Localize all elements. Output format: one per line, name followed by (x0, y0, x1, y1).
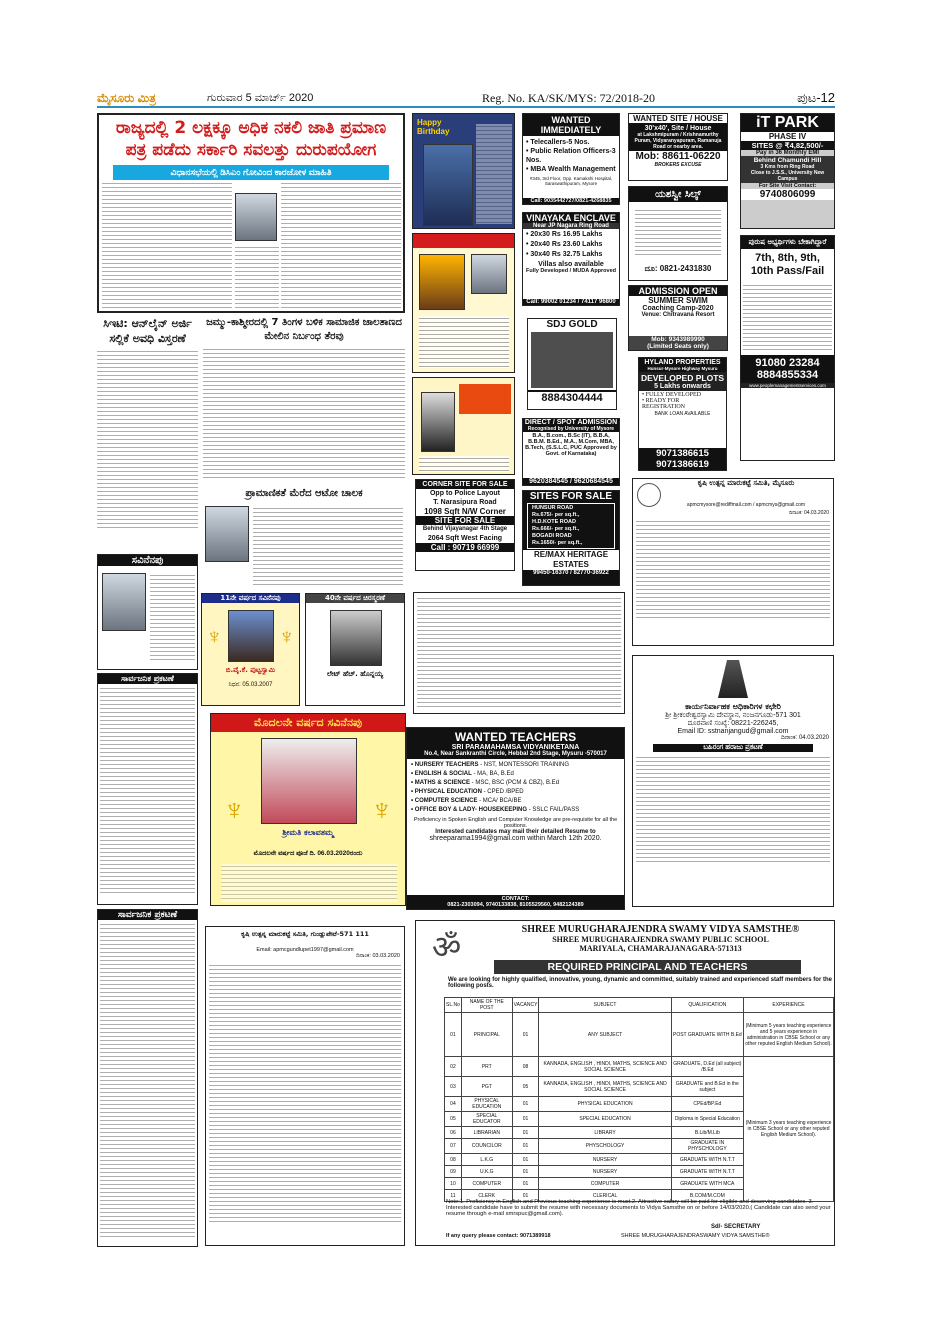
note: Proficiency in Spoken English and Computer Knowledge are pre-requisite for all the positions. (413, 817, 618, 829)
road: HUNSUR ROAD (532, 505, 574, 511)
ad-title: VINAYAKA ENCLAVE (523, 213, 619, 223)
table-cell: CLERK (461, 1190, 512, 1202)
table-cell: PRINCIPAL (461, 1013, 512, 1057)
areas: at Lakshmipuram / Krishnamurthy Puram, Vidyaranyapuram, Ramanuja Road or nearby area. (634, 132, 722, 150)
table-cell: Diploma in Special Education (671, 1112, 743, 1127)
size: 30'x40', Site / House (644, 125, 712, 132)
ad-title: ಪುರುಷ ಅಭ್ಯರ್ಥಿಗಳು ಬೇಕಾಗಿದ್ದಾರೆ (741, 236, 834, 249)
contact-label: For Site Visit Contact: (758, 183, 817, 189)
ad-title: iT PARK (741, 114, 834, 132)
rate: Rs.675/- per sq.ft., (532, 512, 580, 518)
post: OFFICE BOY & LADY- HOUSEKEEPING (414, 807, 528, 813)
table-cell: COUNCILOR (461, 1139, 512, 1154)
it-park-ad (740, 113, 835, 229)
feature: READY FOR REGISTRATION (642, 398, 685, 410)
notice-title: ಕೃಷಿ ಉತ್ಪನ್ನ ಮಾರುಕಟ್ಟೆ ಸಮಿತಿ, ಗುಂಡ್ಲುಪೇಟೆ-571 111 (241, 930, 369, 938)
phone: 8884304444 (528, 390, 616, 404)
ad-text (743, 283, 832, 353)
corner-line: Behind Vijayanagar 4th Stage (422, 526, 508, 532)
savinenapu-ad (97, 554, 198, 670)
notice-text (209, 963, 401, 1223)
person-photo (330, 610, 382, 666)
article-text (102, 181, 232, 309)
address: #345, 3rd Floor, Opp. Kamakshi Hospital, Saraswathipuram, Mysore (529, 176, 613, 186)
phone: 8884855334 (756, 369, 819, 381)
table-cell: CPEd/BP.Ed (671, 1097, 743, 1112)
price: SITES @ ₹4,82,500/- (741, 141, 834, 150)
memorial-date: ಮೊದಲನೇ ವರ್ಷದ ಪೂಜೆ ದಿ. 06.03.2020ರಂದು (253, 850, 363, 857)
qualification: - MSC, BSC (PCM & CBZ), B.Ed (470, 780, 560, 786)
table-cell: ANY SUBJECT (539, 1013, 671, 1057)
brand: HYLAND PROPERTIES (644, 359, 721, 366)
dev: Fully Developed / MUDA Approved (525, 268, 617, 274)
table-cell: CLERICAL (539, 1190, 671, 1202)
address: No.4, Near Sankranthi Circle, Hebbal 2nd Stage, Mysuru -570017 (424, 751, 607, 757)
corner-line: 2064 Sqft West Facing (427, 535, 503, 542)
memorial-first-year (210, 713, 406, 906)
feature: FULLY DEVELOPED (645, 392, 701, 398)
table-cell: GRADUATE, D.Ed (all subject) /B.Ed (671, 1057, 743, 1077)
table-row (445, 1013, 834, 1057)
site-title: SITE FOR SALE (416, 516, 514, 525)
qualification: - CPED /BPED (481, 789, 524, 795)
corner-line: T. Narasipura Road (433, 499, 497, 506)
temple-notice (632, 655, 834, 907)
notice-title: ಸಾರ್ವಜನಿಕ ಪ್ರಕಟಣೆ (98, 674, 197, 684)
ad-sub: Recognised by University of Mysore (523, 426, 619, 432)
date: ಗುರುವಾರ 5 ಮಾರ್ಚ್ 2020 (207, 92, 314, 104)
ad-sub: Near JP Nagara Ring Road (523, 223, 619, 229)
phone: Call: 9035442727/0821-4268835 (523, 198, 619, 204)
job-item: MBA Wealth Management (530, 166, 616, 173)
price-item: 30x40 Rs 32.75 Lakhs (530, 251, 603, 258)
corner-line: 1098 Sqft N/W Corner (424, 507, 506, 516)
phone: 99450-16370 / 82770-36922 (533, 570, 609, 576)
table-cell: 01 (512, 1127, 539, 1139)
apmc-notice (632, 478, 834, 646)
table-cell: PRT (461, 1057, 512, 1077)
temple-name: ಶ್ರೀ ಶ್ರೀಕಂಠೇಶ್ವರಸ್ವಾಮಿ ದೇವಸ್ಥಾನ, ನಂಜನಗೂಡು-571 301 (665, 712, 801, 719)
lead-article (97, 113, 405, 313)
article-text (235, 245, 279, 309)
wishes-ad (412, 377, 515, 475)
sdj-gold-ad (527, 318, 617, 410)
jk-article (203, 316, 405, 486)
table-cell: 01 (512, 1166, 539, 1178)
ad-title: WANTED IMMEDIATELY (523, 114, 619, 136)
ad-text (531, 332, 613, 388)
table-cell: 01 (512, 1190, 539, 1202)
table-cell: GRADUATE WITH N.T.T (671, 1166, 743, 1178)
table-cell: 08 (512, 1057, 539, 1077)
table-cell: PGT (461, 1077, 512, 1097)
birthday-ad (412, 113, 515, 229)
auto-article (203, 488, 405, 588)
table-cell: 01 (512, 1112, 539, 1127)
school-name: SRI PARAMAHAMSA VIDYANIKETANA (451, 744, 580, 751)
silk-ad (628, 186, 728, 281)
qualification: - MA, BA, B.Ed (471, 771, 514, 777)
mobile: Mob: 88611-06220 (635, 151, 721, 162)
corner-line: Opp to Police Layout (429, 490, 500, 497)
direct-admission-ad (522, 418, 620, 486)
phone: 9740806099 (741, 189, 834, 200)
notice-title: ಕೃಷಿ ಉತ್ಪನ್ನ ಮಾರುಕಟ್ಟೆ ಸಮಿತಿ, ಮೈಸೂರು (697, 479, 795, 487)
table-cell: 01 (512, 1097, 539, 1112)
temple-gopuram-icon (718, 660, 748, 698)
line: 3 Kms from Ring Road (760, 164, 815, 170)
qualification: - SSLC FAIL/PASS (527, 807, 580, 813)
table-cell: SPECIAL EDUCATOR (461, 1112, 512, 1127)
table-cell: U.K.G (461, 1166, 512, 1178)
school-place: MARIYALA, CHAMARAJANAGARA-571313 (579, 944, 742, 953)
note: BROKERS EXCUSE (654, 162, 702, 168)
table-cell: LIBRARY (539, 1127, 671, 1139)
table-cell: 01 (512, 1013, 539, 1057)
ad-title: ಸವಿನೆನಪು (98, 555, 197, 566)
mobile: Mob: 9343989990 (651, 336, 705, 343)
experience-cell: (Minimum 5 years teaching experience and 5 years experience in administration in CBSE School or any other reputed English Medium School). (744, 1013, 834, 1057)
ad-text (419, 456, 509, 472)
table-cell: GRADUATE IN PHYSCHOLOGY (671, 1139, 743, 1154)
page-header (97, 90, 835, 108)
subtitle: ಬಹಿರಂಗ ಹರಾಜು ಪ್ರಕಟಣೆ (653, 744, 813, 752)
phone: Call: 99002 01234 / 74117 96800 (523, 299, 619, 305)
table-cell: NURSERY (539, 1166, 671, 1178)
memorial-title: 11ನೇ ವರ್ಷದ ಸವಿನೆನಪು (202, 594, 299, 603)
headline: ರಾಜ್ಯದಲ್ಲಿ 2 ಲಕ್ಷಕ್ಕೂ ಅಧಿಕ ನಕಲಿ ಜಾತಿ ಪ್ರಮಾಣ ಪತ್ರ ಪಡೆದು ಸರ್ಕಾರಿ ಸವಲತ್ತು ದುರುಪಯೋಗ (115, 118, 387, 160)
memorial-title: 40ನೇ ವರ್ಷದ ಚಿರಸ್ಮರಣೆ (306, 594, 404, 603)
sites-for-sale-ad (522, 490, 620, 586)
grades: 7th, 8th, 9th, 10th Pass/Fail (750, 252, 825, 277)
table-cell: PHYSICAL EDUCATION (461, 1097, 512, 1112)
table-cell: COMPUTER (539, 1178, 671, 1190)
query-contact: If any query please contact: 9071389918 (446, 1233, 551, 1239)
lamp-icon: ♆ (278, 624, 295, 649)
intro: We are looking for highly qualified, innovative, young, dynamic and committed, suitably trained and experienced staff members for the following posts. (448, 977, 832, 989)
email: Email ID: sstnanjangud@gmail.com (677, 728, 789, 735)
phone: 91080 23284 (755, 357, 820, 369)
children-photo (423, 144, 473, 226)
website: www.peoplemanagementservices.com (741, 383, 834, 388)
memorial-name: ಶ್ರೀಮತಿ ಕಲಾವತಮ್ಮ (282, 828, 334, 837)
om-logo-icon: ॐ (432, 929, 462, 965)
table-cell: GRADUATE WITH N.T.T (671, 1154, 743, 1166)
column-header: EXPERIENCE (744, 998, 834, 1013)
notice-text (417, 596, 621, 710)
post: COMPUTER SCIENCE (414, 798, 478, 804)
driver-photo (205, 506, 249, 562)
table-cell: COMPUTER (461, 1178, 512, 1190)
date: ದಿನಾಂಕ: 04.03.2020 (780, 735, 829, 741)
qualification: - MCA/ BCA/BE (477, 798, 522, 804)
table-cell: PHYSICAL EDUCATION (539, 1097, 671, 1112)
table-cell: 06 (445, 1127, 462, 1139)
price: 5 Lakhs onwards (654, 383, 711, 390)
school-name: SHREE MURUGHARAJENDRA SWAMY PUBLIC SCHOOL (552, 935, 769, 944)
table-cell: 05 (445, 1112, 462, 1127)
table-cell: 01 (512, 1154, 539, 1166)
note: Note:1. Proficiency in English and Previous teaching experience is must.2. Attractive salary will be paid for eligible and deserving candidates. 3. Interested candidate have to submit the resume with necessary documents to Vidya Samsthe on or before 14/03/2020.( Candidate can also send your resume through e-mail smrspuc@gmail.com). (446, 1199, 831, 1217)
person-photo (419, 254, 465, 310)
price-item: 20x40 Rs 23.60 Lakhs (530, 241, 603, 248)
gundlupet-notice (205, 926, 405, 1246)
ad-title: SITES FOR SALE (529, 491, 613, 502)
location: Behind Chamundi Hill (753, 157, 822, 164)
phone: 9620384545 / 9620684545 (523, 478, 619, 485)
table-cell: POST GRADUATE WITH B.Ed (671, 1013, 743, 1057)
lamp-icon: ♆ (370, 794, 393, 827)
table-cell: PHYSCHOLOGY (539, 1139, 671, 1154)
article-text (97, 349, 198, 529)
price-item: 20x30 Rs 16.95 Lakhs (530, 231, 603, 238)
corner-title: CORNER SITE FOR SALE (416, 480, 514, 489)
lamp-icon: ♆ (206, 624, 223, 649)
article-headline: ಜಮ್ಮು-ಕಾಶ್ಮೀರದಲ್ಲಿ 7 ತಿಂಗಳ ಬಳಿಕ ಸಾಮಾಜಿಕ ಜಾಲತಾಣದ ಮೇಲಿನ ನಿರ್ಬಂಧ ತೆರವು (206, 317, 402, 342)
table-cell: 02 (445, 1057, 462, 1077)
posts-table (444, 997, 834, 1202)
cet-article (97, 316, 198, 550)
table-cell: SPECIAL EDUCATION (539, 1112, 671, 1127)
road: BOGADI ROAD (532, 533, 572, 539)
memorial-text (221, 864, 397, 902)
agri-notice (413, 592, 625, 714)
article-text (281, 181, 401, 309)
notice-title: ಕಾರ್ಯನಿರ್ವಾಹಕ ಅಧಿಕಾರಿಗಳ ಕಛೇರಿ (685, 702, 781, 711)
ad-title: WANTED SITE / HOUSE (629, 114, 727, 124)
date: ದಿನಾಂಕ: 04.03.2020 (788, 510, 829, 516)
public-notice-2 (97, 909, 198, 1247)
brand: RE/MAX HERITAGE ESTATES (523, 550, 619, 570)
experience-cell: (Minimum 3 years teaching experience in CBSE School or any other reputed English Medium School). (744, 1057, 834, 1202)
reg-number: Reg. No. KA/SK/MYS: 72/2018-20 (482, 91, 656, 105)
ad-text (419, 316, 509, 368)
ad-text (635, 208, 721, 258)
person-photo (228, 610, 274, 662)
loan: BANK LOAN AVAILABLE (654, 411, 711, 417)
villas: Villas also available (538, 261, 604, 268)
ad-title: ಯಶಸ್ವೀ ಸಿಲ್ಕ್ (629, 187, 727, 202)
column-header: QUALIFICATION (671, 998, 743, 1013)
table-cell: 01 (445, 1013, 462, 1057)
phone: 9071386619 (656, 459, 709, 470)
phone: ದೂ: 0821-2431830 (644, 264, 712, 273)
birthday-label: Happy Birthday (417, 118, 450, 136)
memorial-title: ಮೊದಲನೇ ವರ್ಷದ ಸವಿನೆನಪು (211, 714, 405, 732)
table-cell: KANNADA, ENGLISH , HINDI, MATHS, SCIENCE AND SOCIAL SCIENCE (539, 1077, 671, 1097)
table-cell: 11 (445, 1190, 462, 1202)
phase: PHASE IV (741, 132, 834, 141)
person-photo (102, 573, 146, 631)
school-recruitment-ad (415, 920, 835, 1246)
column-header: VACANCY (512, 998, 539, 1013)
apply-text: Interested candidates may mail their detailed Resume to (435, 829, 596, 835)
banner: REQUIRED PRINCIPAL AND TEACHERS (494, 960, 801, 974)
corner-site-ad (415, 479, 515, 571)
table-cell: B.Lib/M.Lib (671, 1127, 743, 1139)
org-name: SHREE MURUGHARAJENDRA SWAMY VIDYA SAMSTHE® (521, 924, 800, 935)
line: Coaching Camp-2020 (642, 305, 714, 312)
signature: Sd/- SECRETARY (711, 1224, 761, 1230)
job-item: Public Relation Officers-3 Nos. (526, 148, 616, 164)
article-headline: ಸಿಇಟಿ: ಆನ್‌ಲೈನ್ ಅರ್ಜಿ ಸಲ್ಲಿಕೆ ಅವಧಿ ವಿಸ್ತರಣೆ (103, 317, 192, 345)
notice-text (100, 686, 195, 896)
wanted-teachers-ad: WANTED TEACHERS SRI PARAMAHAMSA VIDYANIKETANA No.4, Near Sankranthi Circle, Hebbal 2nd Stage, Mysuru -570017 • NURSERY TEACHERS - NST, MONTESSORI TRAINING • ENGLISH & SOCIAL - MA, BA, B.Ed • MATHS & SCIENCE - MSC, BSC (PCM & CBZ), B.Ed • PHYSICAL EDUCATION - CPED /BPED • COMPUTER SCIENCE - MCA/ BCA/BE • OFFICE BOY & LADY- HOUSEKEEPING - SSLC FAIL/PASS Proficiency in Spoken English and Computer Knowledge are pre-requisite for all the positions. Interested candidates may mail their detailed Resume to shreeparama1994@gmail.com within March 12th 2020. CONTACT: 0821-2303094, 9740133838, 8105529560, 9482124389 (406, 727, 625, 910)
emi: Pay in 36 Monthly EMI (755, 150, 819, 156)
table-cell: 08 (445, 1154, 462, 1166)
note: (Limited Seats only) (647, 343, 709, 350)
table-cell: GRADUATE and B.Ed in the subject (671, 1077, 743, 1097)
table-cell: 07 (445, 1139, 462, 1154)
table-row (445, 1057, 834, 1077)
page-number: ಪುಟ-12 (797, 90, 835, 105)
person-photo (471, 254, 507, 294)
public-notice-1 (97, 673, 198, 905)
phone: 9071386615 (656, 448, 709, 459)
table-cell: 01 (512, 1178, 539, 1190)
date: ದಿನಾಂಕ: 03.03.2020 (355, 953, 400, 959)
venue: Venue: Chitravana Resort (641, 312, 715, 318)
table-cell: NURSERY (539, 1154, 671, 1166)
job-item: Telecallers-5 Nos. (530, 139, 590, 146)
line: SUMMER SWIM (648, 296, 708, 305)
contact-label: CONTACT: (501, 896, 530, 902)
subhead: ವಿಧಾನಸಭೆಯಲ್ಲಿ ಡಿಸಿಎಂ ಗೋವಿಂದ ಕಾರಜೋಳ ಮಾಹಿತಿ (113, 165, 389, 180)
phone: ದೂರವಾಣಿ ಸಂಖ್ಯೆ: 08221-226245, (687, 720, 779, 727)
ad-title: WANTED TEACHERS (454, 730, 577, 744)
masthead: ಮೈಸೂರು ಮಿತ್ರ (97, 91, 157, 105)
wanted-immediately-ad (522, 113, 620, 205)
memorial-name: ಬಿ.ವೈ.ಕೆ. ಪುಟ್ಟಸ್ವಾಮಿ (225, 666, 276, 674)
ad-title: ADMISSION OPEN (629, 286, 727, 296)
post: ENGLISH & SOCIAL (414, 771, 472, 777)
article-headline: ಪ್ರಾಮಾಣಿಕತೆ ಮೆರೆದ ಆಟೋ ಚಾಲಕ (245, 488, 363, 499)
ad-title: SDJ GOLD (546, 319, 598, 330)
wishes-text (476, 124, 512, 224)
notice-text (636, 755, 830, 865)
table-cell: 04 (445, 1097, 462, 1112)
courses: B.A., B.com., B.Sc (IT), B.B.A, B.B.M. B.Ed., M.A., M.Com, MBA, B.Tech, (S.S.L.C, PUC Approved by Govt. of Karnataka) (525, 433, 617, 457)
ad-title: DEVELOPED PLOTS (640, 373, 725, 383)
memorial-name: ಲೇಟ್ ಹೆಚ್. ಹೊನ್ನಯ್ಯ (326, 670, 384, 678)
rate: Rs.666/- per sq.ft., (532, 526, 580, 532)
person-photo (261, 738, 357, 824)
article-text (203, 347, 405, 479)
email: shreeparama1994@gmail.com within March 12th 2020. (429, 835, 602, 842)
notice-text (100, 922, 195, 1237)
column-header: SL.No (445, 998, 462, 1013)
item: • Telecallers-5 Nos. • Public Relation Officers-3 Nos. • MBA Wealth Management (526, 139, 616, 173)
memorial-40th (305, 593, 405, 706)
table-cell: 09 (445, 1166, 462, 1178)
column-header: NAME OF THE POST (461, 998, 512, 1013)
ad-title: DIRECT / SPOT ADMISSION (524, 419, 618, 426)
table-cell: L.K.G (461, 1154, 512, 1166)
table-cell: 10 (445, 1178, 462, 1190)
table-cell: 01 (512, 1139, 539, 1154)
post: NURSERY TEACHERS (414, 762, 479, 768)
qualification: - NST, MONTESSORI TRAINING (478, 762, 570, 768)
line: Close to J.S.S., University New Campus (750, 170, 825, 182)
notice-text (636, 519, 830, 619)
table-cell: GRADUATE WITH MCA (671, 1178, 743, 1190)
corner-phone: Call : 90719 66999 (416, 543, 514, 552)
signature-org: SHREE MURUGHARAJENDRASWAMY VIDYA SAMSTHE® (621, 1233, 770, 1239)
sub: Hunsur-Mysore Highway Mysuru (647, 366, 718, 371)
admission-open-ad (628, 285, 728, 351)
lamp-icon: ♆ (223, 794, 246, 827)
jobs-ad (740, 235, 835, 461)
emblem-icon (637, 483, 661, 507)
table-cell: KANNADA, ENGLISH , HINDI, MATHS, SCIENCE AND SOCIAL SCIENCE (539, 1057, 671, 1077)
table-cell: B.COM/M.COM (671, 1190, 743, 1202)
vinayaka-enclave-ad: VINAYAKA ENCLAVE Near JP Nagara Ring Road • 20x30 Rs 16.95 Lakhs • 20x40 Rs 23.60 Lakhs • 30x40 Rs 32.75 Lakhs Villas also available Fully Developed / MUDA Approved Call: 99002 01234 / 74117 96800 (522, 212, 620, 306)
ad-text (150, 573, 195, 663)
email: apmcmysore@rediffmail.com / apmcmys@gmail.com (686, 502, 806, 508)
table-cell: LIBRARIAN (461, 1127, 512, 1139)
column-header: SUBJECT (539, 998, 671, 1013)
felicitation-ad (412, 233, 515, 373)
post: PHYSICAL EDUCATION (414, 789, 482, 795)
email: Email: apmcgundlupet1997@gmail.com (256, 947, 354, 953)
minister-photo (235, 193, 277, 241)
memorial-date: ನಿಧನ: 05.03.2007 (228, 682, 273, 688)
article-text (253, 506, 403, 586)
notice-title: ಸಾರ್ವಜನಿಕ ಪ್ರಕಟಣೆ (98, 910, 197, 920)
wanted-site-ad (628, 113, 728, 181)
road: H.D.KOTE ROAD (532, 519, 576, 525)
post: MATHS & SCIENCE (414, 780, 471, 786)
person-photo (421, 392, 455, 452)
contact: 0821-2303094, 9740133838, 8105529560, 9482124389 (447, 902, 584, 908)
table-cell: 05 (512, 1077, 539, 1097)
hyland-properties-ad: HYLAND PROPERTIES Hunsur-Mysore Highway Mysuru DEVELOPED PLOTS 5 Lakhs onwards • FULLY DEVELOPED • READY FOR REGISTRATION BANK LOAN AVAILABLE 9071386615 9071386619 (638, 357, 727, 471)
table-cell: 03 (445, 1077, 462, 1097)
rate: Rs.1650/- per sq.ft., (532, 540, 583, 546)
memorial-11th (201, 593, 300, 706)
